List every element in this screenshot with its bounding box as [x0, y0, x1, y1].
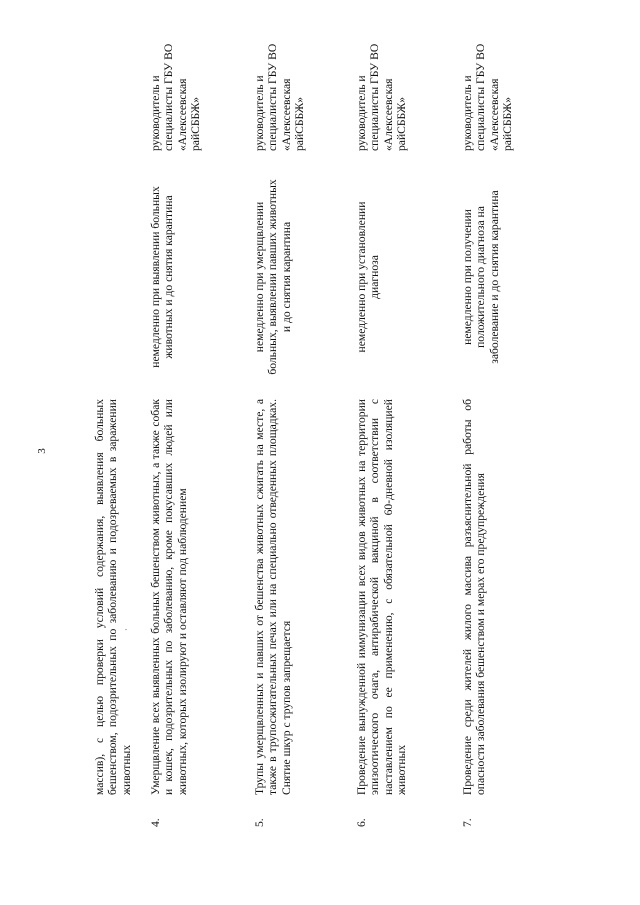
deadline-text: немедленно при установлении диагноза — [355, 201, 382, 353]
action-text-continuation: массив), с целью проверки условий содержания, выявления больных бешенством, подозрительных по заболеванию и подозреваемых в заражении животных — [93, 399, 133, 795]
deadline-text: немедленно при получении положительного диагноза на заболевание и до снятия карантина — [461, 190, 501, 364]
action-text: Проведение среди жителей жилого массива разъяснительной работы об опасности заболевания бешенством и мерах его предупреждения — [461, 399, 488, 795]
row-number: 5. — [253, 818, 266, 827]
responsible-text: руководитель и специалисты ГБУ ВО «Алексеевская райСББЖ» — [461, 43, 515, 151]
responsible-text: руководитель и специалисты ГБУ ВО «Алексеевская райСББЖ» — [149, 43, 203, 151]
page-number: 3 — [36, 448, 48, 454]
responsible-text: руководитель и специалисты ГБУ ВО «Алексеевская райСББЖ» — [253, 43, 307, 151]
deadline-text: немедленно при умерщвлении больных, выявлении павших животных и до снятия карантина — [253, 179, 293, 375]
stray-mark: · — [122, 628, 131, 631]
action-text: Трупы умерщвленных и павших от бешенства животных сжигать на месте, а также в трупосжигательных печах или на специально отведенных площадках. Снятие шкур с трупов запрещается — [253, 399, 293, 795]
row-number: 6. — [355, 818, 368, 827]
responsible-text: руководитель и специалисты ГБУ ВО «Алексеевская райСББЖ» — [355, 43, 409, 151]
action-text: Умерщвление всех выявленных больных бешенством животных, а также собак и кошек, подозрительных по заболеванию, кроме покусавших людей или животных, которых изолируют и оставляют под наблюдением — [149, 399, 189, 795]
deadline-text: немедленно при выявлении больных животных и до снятия карантина — [149, 186, 176, 368]
action-text: Проведение вынужденной иммунизации всех видов животных на территории эпизоотического очага, антирабической вакциной в соответствии с наставлением по ее применению, с обязательной 60-дневной изоляцией животных — [355, 399, 409, 795]
row-number: 7. — [461, 818, 474, 827]
row-number: 4. — [149, 818, 162, 827]
